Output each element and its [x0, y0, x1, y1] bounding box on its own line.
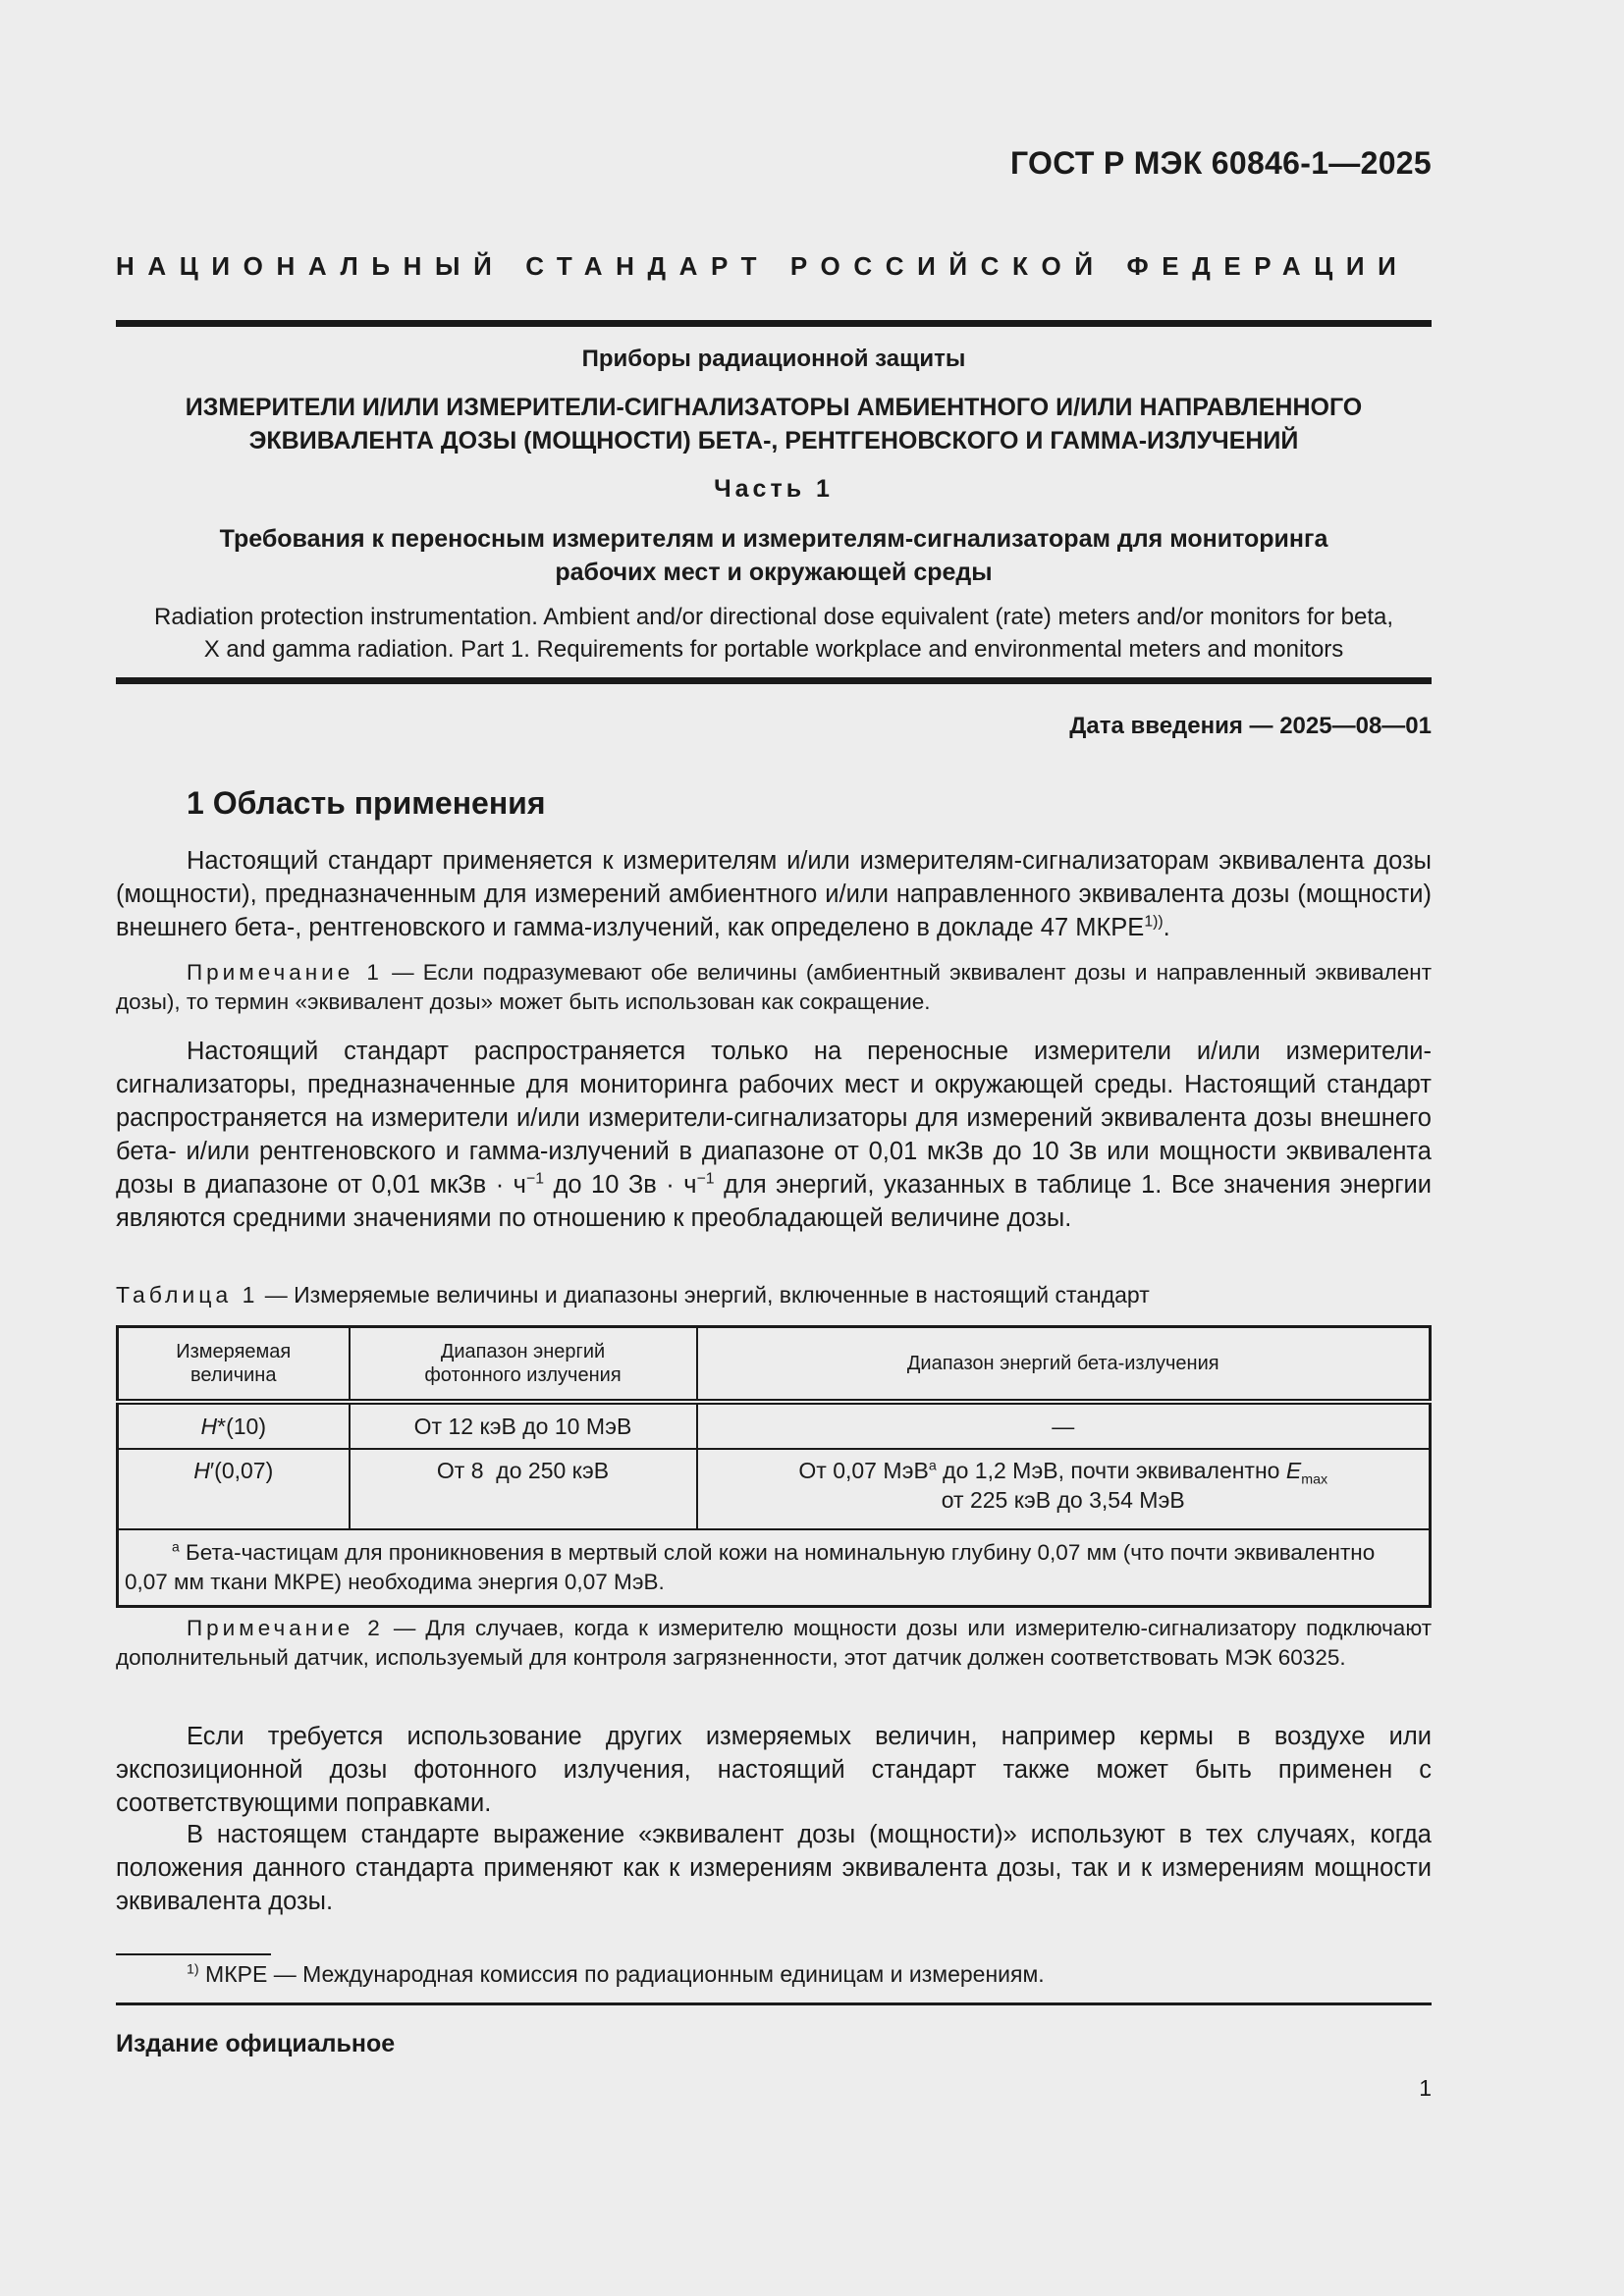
- paragraph-scope-2-a: Настоящий стандарт распространяется только на переносные измерители и/или измерители-сигнализаторы, предназначенные для мониторинга рабочих мест и окружающей среды. Настоящий стандарт распространяется на измерители и/или измерители-сигнализаторы для измерений эквивалента дозы внешнего бета- и/или рентгеновского и гамма-излучений в диапазоне от 0,01 мкЗв до 10 Зв или мощности эквивалента дозы в диапазоне от 0,01 мкЗв · ч: [116, 1038, 1432, 1199]
- table-caption-text: — Измеряемые величины и диапазоны энергий, включенные в настоящий стандарт: [258, 1282, 1150, 1308]
- superscript-minus-one: −1: [525, 1170, 544, 1188]
- note-1-label: Примечание 1: [187, 960, 383, 985]
- standard-designation: ГОСТ Р МЭК 60846-1—2025: [1010, 145, 1432, 181]
- title-english-line2: X and gamma radiation. Part 1. Requirements for portable workplace and environmental meters and monitors: [203, 636, 1344, 663]
- table-footnote-row: [118, 1529, 1431, 1607]
- footnote-mark: 1): [187, 1961, 199, 1978]
- page-footnote: [187, 1961, 1045, 1988]
- symbol-h: H: [193, 1458, 210, 1483]
- title-english: [116, 601, 1432, 666]
- beta-line-1: [698, 1456, 1430, 1488]
- title-part: Часть 1: [714, 475, 834, 503]
- table-row: [118, 1449, 1431, 1529]
- paragraph-scope-4: В настоящем стандарте выражение «эквивалент дозы (мощности)» используют в тех случаях, когда положения данного стандарта применяют как к измерениям эквивалента дозы, так и к измерениям мощности эквивалента дозы.: [116, 1821, 1432, 1915]
- table-header-row: [118, 1327, 1431, 1403]
- table-cell-beta: —: [697, 1402, 1431, 1449]
- edition-label: Издание официальное: [116, 2030, 396, 2057]
- beta-line-2: от 225 кэВ до 3,54 МэВ: [941, 1487, 1185, 1513]
- title-subtitle-line2: рабочих мест и окружающей среды: [555, 559, 993, 586]
- symbol-h: H: [200, 1413, 218, 1439]
- subscript-max: max: [1301, 1471, 1328, 1488]
- paragraph-scope-1-end: .: [1163, 914, 1170, 941]
- quantity-suffix: ′(0,07): [209, 1458, 274, 1483]
- section-heading: 1 Область применения: [187, 785, 546, 821]
- table-cell-photon: От 12 кэВ до 10 МэВ: [350, 1402, 697, 1449]
- table-header-cell: Измеряемая величина: [118, 1327, 350, 1403]
- paragraph-scope-2-b: до 10 Зв · ч: [543, 1171, 697, 1199]
- beta-text-a: От 0,07 МэВ: [798, 1458, 929, 1483]
- superscript-minus-one: −1: [696, 1170, 715, 1188]
- paragraph-scope-3: Если требуется использование других измеряемых величин, например кермы в воздухе или экспозиционной дозы фотонного излучения, настоящий стандарт также может быть применен с соответствующими поправками.: [116, 1723, 1432, 1817]
- table-footnote-text: Бета-частицам для проникновения в мертвый слой кожи на номинальную глубину 0,07 мм (что почти эквивалентно 0,07 мм ткани МКРЕ) необходима энергия 0,07 МэВ.: [125, 1540, 1376, 1594]
- table-row: [118, 1402, 1431, 1449]
- national-standard-banner: НАЦИОНАЛЬНЫЙ СТАНДАРТ РОССИЙСКОЙ ФЕДЕРАЦИИ: [116, 251, 1410, 281]
- symbol-e: E: [1285, 1458, 1302, 1483]
- title-main: [116, 391, 1432, 457]
- introduction-date: Дата введения — 2025—08—01: [1069, 713, 1432, 739]
- title-main-line2: ЭКВИВАЛЕНТА ДОЗЫ (МОЩНОСТИ) БЕТА-, РЕНТГЕНОВСКОГО И ГАММА-ИЗЛУЧЕНИЙ: [248, 427, 1299, 454]
- footnote-ref: 1)): [1144, 913, 1164, 931]
- title-subtitle-line1: Требования к переносным измерителям и измерителям-сигнализаторам для мониторинга: [219, 525, 1328, 553]
- note-2: [116, 1614, 1432, 1673]
- table-cell-quantity: [118, 1449, 350, 1529]
- title-group: Приборы радиационной защиты: [581, 346, 966, 372]
- table-header-cell: Диапазон энергий бета-излучения: [697, 1327, 1431, 1403]
- table-1: [116, 1325, 1432, 1608]
- table-cell-beta: [697, 1449, 1431, 1529]
- page-number: 1: [1419, 2075, 1432, 2101]
- footnote-ref-a: a: [928, 1458, 937, 1474]
- bottom-rule: [116, 2002, 1432, 2005]
- table-header-cell: Диапазон энергий фотонного излучения: [350, 1327, 697, 1403]
- note-1-text: — Если подразумевают обе величины (амбиентный эквивалент дозы и направленный эквивалент дозы), то термин «эквивалент дозы» может быть использован как сокращение.: [116, 960, 1432, 1014]
- table-caption: [116, 1282, 1150, 1308]
- top-rule: [116, 320, 1432, 327]
- footnote-mark-a: a: [172, 1538, 180, 1555]
- paragraph-scope-2-c: для энергий, указанных в таблице 1. Все значения энергии являются средними значениями по отношению к преобладающей величине дозы.: [116, 1171, 1433, 1232]
- footnote-separator: [116, 1953, 271, 1955]
- note-2-text: — Для случаев, когда к измерителю мощности дозы или измерителю-сигнализатору подключают дополнительный датчик, используемый для контроля загрязненности, этот датчик должен соответствовать МЭК 60325.: [116, 1616, 1433, 1670]
- note-1: [116, 958, 1432, 1017]
- paragraph-scope-1: [116, 844, 1432, 944]
- title-english-line1: Radiation protection instrumentation. Ambient and/or directional dose equivalent (rate) meters and/or monitors for beta,: [153, 604, 1393, 630]
- beta-text-b: до 1,2 МэВ, почти эквивалентно: [936, 1458, 1286, 1483]
- table-cell-quantity: [118, 1402, 350, 1449]
- table-caption-label: Таблица 1: [116, 1282, 259, 1308]
- title-bottom-rule: [116, 677, 1432, 684]
- paragraph-scope-2: [116, 1035, 1432, 1235]
- title-subtitle: [116, 522, 1432, 589]
- note-2-label: Примечание 2: [187, 1616, 384, 1640]
- page-footnote-text: МКРЕ — Международная комиссия по радиационным единицам и измерениям.: [198, 1961, 1045, 1987]
- title-main-line1: ИЗМЕРИТЕЛИ И/ИЛИ ИЗМЕРИТЕЛИ-СИГНАЛИЗАТОРЫ АМБИЕНТНОГО И/ИЛИ НАПРАВЛЕННОГО: [185, 394, 1363, 421]
- paragraph-scope-1-text: Настоящий стандарт применяется к измерителям и/или измерителям-сигнализаторам эквивалента дозы (мощности), предназначенным для измерений амбиентного и/или направленного эквивалента дозы (мощности) внешнего бета-, рентгеновского и гамма-излучений, как определено в докладе 47 МКРЕ: [116, 847, 1432, 941]
- table-footnote: [118, 1529, 1431, 1607]
- quantity-suffix: *(10): [217, 1413, 266, 1439]
- table-cell-photon: От 8 до 250 кэВ: [350, 1449, 697, 1529]
